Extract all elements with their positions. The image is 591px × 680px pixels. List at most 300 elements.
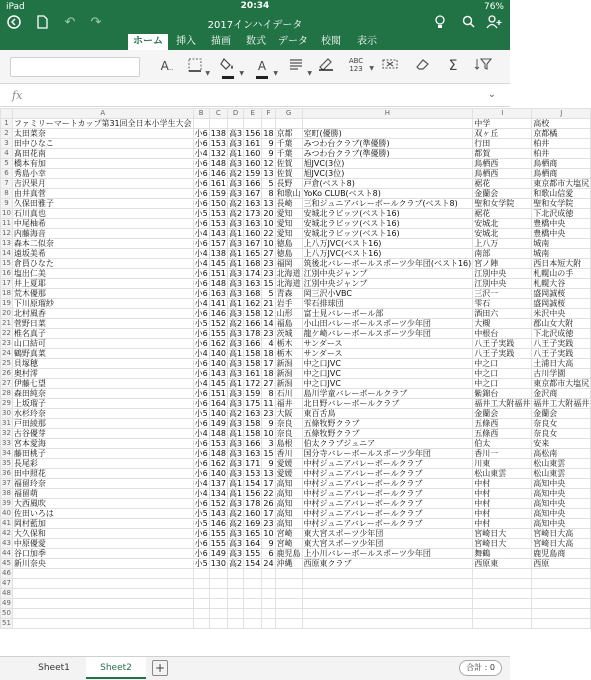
cell[interactable] [209,579,227,589]
cell[interactable]: YoKo CLUB(ベスト8) [302,189,473,199]
row-header[interactable]: 5 [1,159,13,169]
cell[interactable]: 小4 [194,349,208,358]
cell[interactable]: 高2 [229,559,243,568]
cell[interactable] [12,569,193,579]
cell[interactable]: 小5 [194,319,208,328]
cell[interactable]: 中村 [473,499,532,509]
cell[interactable]: 高1 [229,229,243,238]
cell[interactable]: 143 [210,229,226,238]
cell[interactable]: 小6 [194,289,208,298]
cell[interactable]: 小6 [194,439,208,448]
cell[interactable]: 豊橋中央 [532,219,591,229]
cell[interactable]: 水杉玲奈 [12,409,193,419]
sheet-tab-sheet1[interactable]: Sheet1 [38,663,70,673]
cell[interactable]: 153 [210,139,226,148]
column-header[interactable]: I [473,109,532,119]
cell[interactable]: 159 [210,189,226,198]
row-header[interactable]: 42 [2,529,11,537]
cell[interactable]: 中村ジュニアバレーボールクラブ [302,469,473,479]
cell[interactable]: 盛岡誠桜 [532,299,591,309]
cell[interactable]: 152 [210,319,226,328]
cell[interactable]: 高知 [275,499,302,509]
cell[interactable]: 155 [210,529,226,538]
cell[interactable]: 小山田バレーボールスポーツ少年団 [302,319,473,329]
row-header[interactable]: 50 [2,609,11,617]
cell[interactable]: 郡山女大附 [532,319,591,329]
cell[interactable]: 中村ジュニアバレーボールクラブ [302,479,473,489]
cell[interactable]: 八王子実践 [473,349,532,359]
cell[interactable]: 上小川バレーボールスポーツ少年団 [302,549,473,559]
cell[interactable]: 北海道 [276,269,301,278]
row-header[interactable]: 33 [2,439,11,447]
cell[interactable]: 18 [263,349,274,358]
cell[interactable]: 中之口JVC [302,369,473,379]
cell[interactable]: 安城北 [473,219,532,229]
cell[interactable]: 愛媛 [275,459,302,469]
cell[interactable]: 京都橘 [532,129,591,139]
cell[interactable]: 高3 [229,389,243,398]
cell[interactable] [193,599,209,609]
cell[interactable]: 157 [210,239,226,248]
tab-data[interactable]: データ [278,36,308,47]
cell[interactable]: 札幌山の手 [532,269,591,279]
cell[interactable]: 9 [262,539,275,549]
cell[interactable]: 13 [263,169,274,178]
cell[interactable]: 小4 [194,489,208,498]
cell[interactable]: 140 [210,409,226,418]
cell[interactable]: 高2 [229,209,243,218]
cell[interactable]: 藤田桃子 [12,449,193,459]
cell[interactable] [532,619,591,629]
cell[interactable]: 金蘭会 [473,409,532,419]
cell[interactable]: 五條牧野クラブ [302,429,473,439]
cell[interactable]: 旭JVC(3位) [302,159,473,169]
cell[interactable]: 162 [245,299,261,308]
row-header[interactable]: 26 [2,369,11,377]
cell[interactable]: 163 [245,199,261,208]
cell[interactable]: 五條西 [473,429,532,439]
cell[interactable] [228,609,244,619]
formula-bar[interactable] [0,85,510,107]
row-header[interactable]: 23 [2,339,11,347]
cell[interactable]: 雫石排球団 [302,299,473,309]
cell[interactable]: 東京都市大塩尻 [533,179,590,188]
cell[interactable]: 都賀 [473,149,532,159]
cell[interactable]: 鳥栖商 [532,159,591,169]
cell[interactable]: 北日野バレーボールクラブ [302,399,473,409]
cell[interactable]: 江別中央 [473,269,532,279]
autosum-icon[interactable]: Σ [448,58,458,74]
column-header[interactable]: B [193,109,209,119]
row-header[interactable]: 14 [2,249,11,257]
cell[interactable]: 140 [210,469,226,478]
cell[interactable]: 大西風吹 [12,499,193,509]
cell[interactable]: 154 [245,559,261,568]
cell[interactable]: 小6 [194,329,208,338]
cell[interactable]: 小6 [194,179,208,188]
tab-formulas[interactable]: 数式 [246,36,266,47]
row-header[interactable]: 21 [2,319,11,327]
row-header[interactable]: 20 [2,309,11,317]
cell[interactable]: 高知 [275,509,302,519]
cell[interactable]: 高3 [229,439,243,448]
cell[interactable]: 178 [245,329,261,338]
cell[interactable]: 松山東雲 [532,459,591,469]
cell[interactable]: 福岡 [275,259,302,269]
cell[interactable]: 青森 [275,289,302,299]
row-header[interactable]: 30 [2,409,11,417]
cell[interactable]: 下川原瑠紗 [12,299,193,309]
cell[interactable] [228,579,244,589]
cell[interactable]: 小4 [194,379,208,388]
row-header[interactable]: 7 [1,179,13,189]
cell[interactable]: 155 [210,539,226,548]
lightbulb-icon[interactable] [432,15,448,31]
cell[interactable]: 高3 [229,369,243,378]
cell[interactable] [302,619,473,629]
cell[interactable]: 138 [210,249,226,258]
cell[interactable] [262,579,275,589]
cell[interactable]: 高3 [229,529,243,538]
cell[interactable]: 内藤海音 [12,229,193,239]
cell[interactable]: 戸倉(ベスト8) [302,179,473,189]
function-icon[interactable]: fx [12,89,23,102]
cell[interactable]: 159 [245,169,261,178]
cell[interactable]: 18 [263,129,274,138]
cell[interactable]: 小6 [194,159,208,168]
cell[interactable]: 高3 [229,549,243,558]
tab-home[interactable]: ホーム [128,34,168,50]
cell[interactable]: 東百舌鳥 [302,409,473,419]
fill-color-icon[interactable]: ▼ [218,57,238,79]
cell[interactable]: 小4 [194,249,208,258]
cell[interactable]: 20 [263,209,274,218]
cell[interactable]: 6 [262,549,275,559]
cell[interactable]: 158 [245,429,261,438]
cell[interactable]: 163 [245,449,261,458]
cell[interactable] [228,119,244,129]
cell[interactable] [244,609,262,619]
cell[interactable]: 小4 [194,149,208,158]
cell[interactable] [275,609,302,619]
cell[interactable]: 戸田綾那 [12,419,193,429]
cell[interactable]: 155 [210,329,226,338]
cell[interactable]: 143 [210,369,226,378]
chevron-down-icon[interactable]: ⌄ [487,89,496,100]
cell[interactable]: 148 [210,279,226,288]
cell[interactable]: 11 [263,399,274,408]
row-header[interactable]: 34 [2,449,11,457]
cell[interactable]: 小6 [194,459,208,468]
borders-icon[interactable]: ▼ [186,57,204,79]
row-header[interactable]: 27 [2,379,11,387]
cell[interactable]: 高校 [532,119,591,129]
redo-icon[interactable]: ↷ [90,15,102,30]
cell[interactable]: 長尾彩 [12,459,193,469]
cell[interactable] [473,589,532,599]
cell[interactable]: 149 [210,549,226,558]
cell[interactable]: 岡三沢小VBC [302,289,473,299]
row-header[interactable]: 36 [2,469,11,477]
cell[interactable] [12,619,193,629]
cell[interactable]: 中村 [473,519,532,529]
cell[interactable]: 高3 [229,449,243,458]
cell[interactable]: 小5 [194,519,208,528]
cell[interactable] [209,569,227,579]
cell[interactable]: 高3 [229,289,243,298]
cell[interactable]: 15 [263,279,274,288]
cell[interactable]: 裾花 [473,209,532,219]
cell[interactable]: 遠坂美希 [12,249,193,259]
cell[interactable]: 小5 [194,559,208,568]
cell[interactable]: 岩手 [275,299,302,309]
cell[interactable]: 23 [263,269,274,278]
cell[interactable]: 高3 [229,329,243,338]
cell[interactable] [473,579,532,589]
cell[interactable]: 龍ケ崎バレーボールスポーツ少年団 [302,329,473,339]
cell[interactable]: 高1 [229,249,243,258]
cell[interactable]: 久保田雅子 [12,199,193,209]
cell[interactable]: 伯太クラブジュニア [302,439,473,449]
cell[interactable] [275,589,302,599]
cell[interactable]: 八王子実践 [473,339,532,349]
cell[interactable]: 鳥栖商 [532,169,591,179]
cell[interactable] [532,579,591,589]
cell[interactable]: 福留玲奈 [12,479,193,489]
cell[interactable]: 137 [210,479,226,488]
row-header[interactable]: 3 [1,139,13,149]
cell[interactable]: 大阪 [275,409,302,419]
cell[interactable]: 153 [210,209,226,218]
cell[interactable]: 164 [210,399,226,408]
cell[interactable]: 小6 [194,219,208,228]
cell[interactable]: 栃木 [275,339,302,349]
cell[interactable] [228,569,244,579]
cell[interactable]: 167 [245,189,261,198]
cell[interactable]: 高知中央 [532,499,591,509]
cell[interactable]: 佐賀 [275,169,302,179]
cell[interactable]: 9 [262,139,275,149]
cell[interactable]: 高3 [229,139,243,148]
cell[interactable]: 宮崎日大 [473,529,532,539]
cell[interactable]: 貝塚穂 [12,359,193,369]
cell[interactable]: 小6 [194,369,208,378]
cell[interactable]: 小6 [194,469,208,478]
cell[interactable]: 151 [210,269,226,278]
cell[interactable]: 国分寺バレーボールスポーツ少年団 [302,449,473,459]
cell[interactable] [209,589,227,599]
cell[interactable]: 高3 [229,539,243,548]
cell[interactable]: 高3 [229,459,243,468]
align-icon[interactable]: ▼ [286,57,306,79]
cell[interactable]: 155 [245,549,261,558]
cell[interactable]: 栃木 [275,349,302,359]
cell[interactable]: 高3 [229,219,243,228]
cell[interactable]: 小6 [194,309,208,318]
cell[interactable]: 130 [210,559,226,568]
cell[interactable] [473,619,532,629]
row-header[interactable]: 51 [2,619,11,627]
row-header[interactable]: 8 [1,189,13,199]
cell[interactable]: 3 [262,439,275,449]
cell[interactable] [209,619,227,629]
cell[interactable] [244,619,262,629]
cell[interactable] [262,589,275,599]
cell[interactable]: 安城北ラビッツ(ベスト16) [302,229,473,239]
cell[interactable]: 145 [210,379,226,388]
row-header[interactable]: 17 [2,279,11,287]
cell[interactable]: 8 [262,389,275,399]
font-name-box[interactable] [10,57,140,77]
cell[interactable]: 安城北ラビッツ(ベスト16) [302,219,473,229]
cell[interactable]: 谷口加季 [12,549,193,559]
cell[interactable]: 南部 [473,249,532,259]
cell[interactable] [275,119,302,129]
cell[interactable] [193,589,209,599]
cell[interactable]: 高1 [229,259,243,268]
cell[interactable]: 159 [245,389,261,398]
cell[interactable]: 22 [263,229,274,238]
cell[interactable]: 金蘭会 [532,409,591,419]
cell[interactable]: 高3 [229,399,243,408]
cell[interactable]: 太田菜奈 [12,129,193,139]
cell[interactable]: 双ヶ丘 [473,129,532,139]
cell[interactable]: 山形 [275,309,302,319]
cell[interactable]: 148 [210,429,226,438]
cell[interactable] [302,569,473,579]
cell[interactable]: 中村ジュニアバレーボールクラブ [302,459,473,469]
cell[interactable]: 福島 [275,319,302,329]
cell[interactable]: 10 [263,429,274,438]
cell[interactable]: 中村 [473,509,532,519]
cell[interactable]: 鳥栖西 [473,159,532,169]
cell[interactable]: 伯太 [473,439,532,449]
cell[interactable]: 吉沢果月 [12,179,193,189]
cell[interactable]: 高1 [229,479,243,488]
cell[interactable]: 138 [210,129,226,138]
cell[interactable]: 165 [245,249,261,258]
cell[interactable]: 134 [210,489,226,498]
cell[interactable]: 長崎 [275,199,302,209]
cell[interactable] [302,119,473,129]
cell[interactable]: 23 [263,409,274,418]
row-header[interactable]: 47 [2,579,11,587]
number-format-icon[interactable]: ABC 123 ▼ [348,57,374,73]
cell[interactable]: 高知中央 [532,509,591,519]
cell[interactable]: 椎名真子 [12,329,193,339]
cell[interactable]: 163 [245,279,261,288]
row-header[interactable]: 4 [1,149,13,159]
cell[interactable]: 161 [245,139,261,148]
cell[interactable]: 金沢商 [532,389,591,399]
cell[interactable]: 160 [245,159,261,168]
cell[interactable]: 140 [210,359,226,368]
cell[interactable]: 奥村澪 [12,369,193,379]
cell[interactable]: 中村ジュニアバレーボールクラブ [302,509,473,519]
cell[interactable]: 高知中央 [532,519,591,529]
cell[interactable]: 下北沢成徳 [532,329,591,339]
cell[interactable] [228,599,244,609]
cell[interactable] [532,609,591,619]
cell[interactable]: 北村風香 [12,309,193,319]
cell[interactable]: 西原東 [473,559,532,569]
sheet-tab-sheet2[interactable]: Sheet2 [86,657,146,679]
column-header[interactable]: C [209,109,227,119]
cell[interactable]: 24 [263,559,274,568]
cell[interactable]: 新潟 [275,359,302,369]
cell[interactable]: 153 [245,469,261,478]
cell[interactable]: 小6 [194,269,208,278]
cell[interactable]: 上八万 [473,239,532,249]
cell[interactable]: 三和ジュニアバレーボールクラブ(ベスト8) [302,199,473,209]
cell[interactable]: 小6 [194,549,208,558]
cell[interactable] [473,609,532,619]
cell[interactable]: 中村ジュニアバレーボールクラブ [302,519,473,529]
cell[interactable]: 長野 [275,179,302,189]
cell[interactable] [302,599,473,609]
cell[interactable]: 五條牧野クラブ [302,419,473,429]
cell[interactable]: 豊橋中央 [532,229,591,239]
row-header[interactable]: 9 [1,199,13,209]
cell[interactable]: 裾花 [473,179,532,189]
insert-delete-cells-icon[interactable] [380,57,400,79]
cell[interactable]: 小6 [194,169,208,178]
cell[interactable]: 聖和女学院 [532,199,591,209]
cell[interactable]: 八王子実践 [532,349,591,359]
cell[interactable]: 宮崎日大 [473,539,532,549]
cell[interactable]: 27 [263,379,274,388]
tab-view[interactable]: 表示 [357,36,377,47]
cell[interactable]: 高知中央 [532,479,591,489]
cell[interactable]: 小6 [194,449,208,458]
row-header[interactable]: 29 [2,399,11,407]
cell[interactable]: 166 [245,439,261,448]
cell[interactable]: 高知 [275,519,302,529]
cell[interactable]: 徳島 [275,249,302,259]
cell[interactable]: 166 [245,319,261,328]
cell[interactable]: 中之口 [473,359,532,369]
column-header[interactable]: H [302,109,473,119]
cell[interactable]: 茨城 [275,329,302,339]
cell[interactable]: 荒木優那 [12,289,193,299]
cell[interactable]: 江別中央 [473,279,532,289]
cell[interactable]: 169 [245,519,261,528]
cell[interactable]: 愛知 [275,229,302,239]
cell[interactable]: 高3 [229,359,243,368]
cell[interactable]: ファミリーマートカップ第31回全日本小学生大会 [13,119,192,128]
cell[interactable]: 橋本有加 [12,159,193,169]
cell[interactable]: 愛知 [275,219,302,229]
cell[interactable]: 163 [210,289,226,298]
cell[interactable]: 高3 [229,269,243,278]
select-all-corner[interactable] [1,109,13,119]
cell[interactable]: 和歌山信愛 [532,189,591,199]
cell[interactable]: 21 [263,299,274,308]
cell[interactable]: 小6 [194,529,208,538]
cell[interactable]: 福井工大附福井 [474,399,531,408]
cell[interactable] [244,569,262,579]
cell[interactable]: 小4 [194,299,208,308]
cell[interactable]: 行田 [473,139,532,149]
cell[interactable]: 米沢中央 [532,309,591,319]
cell[interactable] [12,579,193,589]
cell[interactable] [532,589,591,599]
cell[interactable]: 23 [263,519,274,528]
cell[interactable]: 岡村藍加 [12,519,193,529]
cell[interactable]: 江別中央ジャンプ [302,269,473,279]
cell[interactable]: 上八万JVC(ベスト16) [302,239,473,249]
cell[interactable]: 小6 [194,539,208,548]
